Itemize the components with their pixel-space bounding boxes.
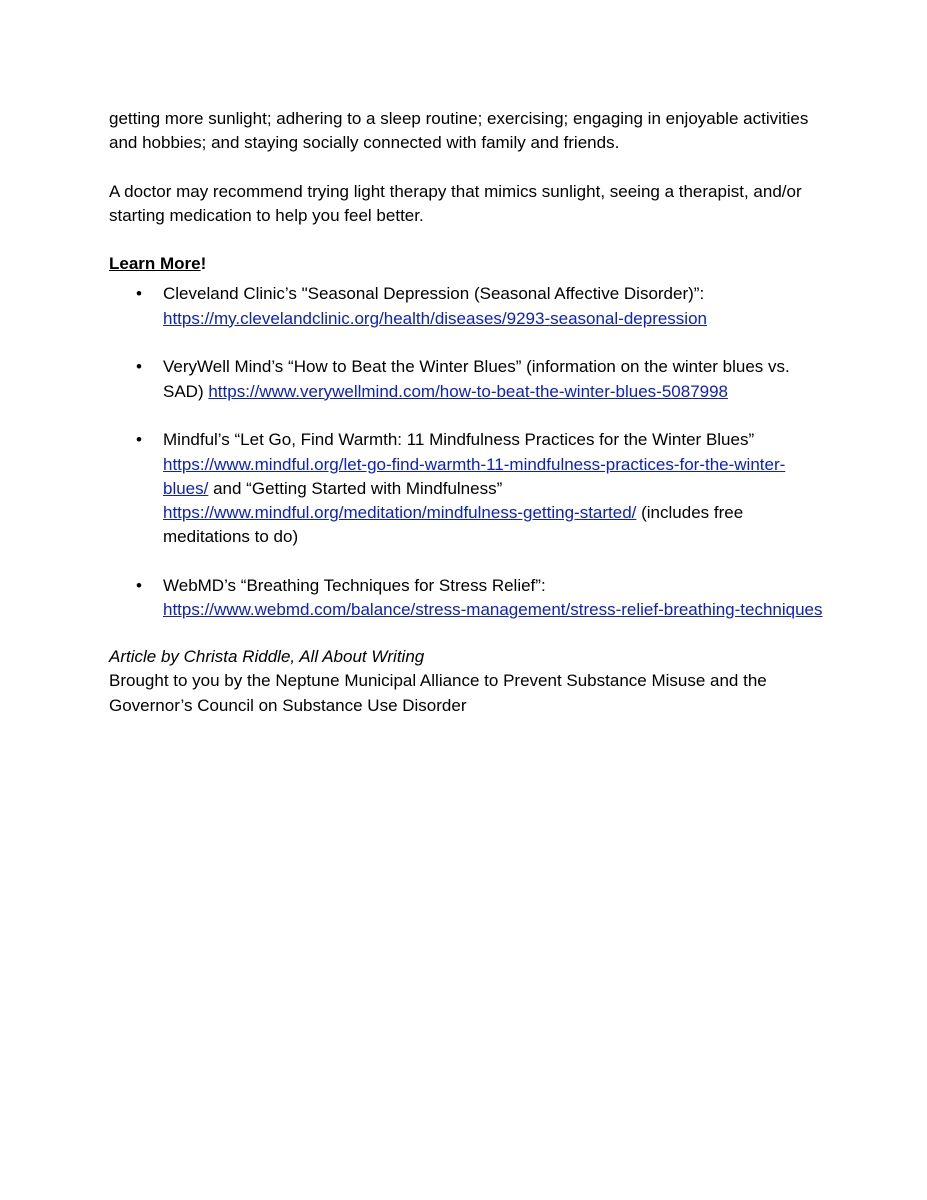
learn-more-heading-suffix: ! — [200, 254, 207, 274]
document-page — [109, 107, 829, 718]
resource-list — [109, 282, 829, 622]
bullet-icon: • — [136, 284, 142, 304]
bullet-icon: • — [136, 430, 142, 450]
resource-description-suffix: (includes free meditations to do) — [163, 503, 744, 547]
list-item-mindful — [109, 428, 829, 549]
bullet-icon: • — [136, 357, 142, 377]
learn-more-heading-text: Learn More — [109, 254, 201, 274]
cleveland-clinic-link[interactable]: https://my.clevelandclinic.org/health/diseases/9293-seasonal-depression — [163, 308, 707, 328]
mindful-winter-blues-link[interactable]: https://www.mindful.org/let-go-find-warmth-11-mindfulness-practices-for-the-winter-blues/ — [163, 454, 786, 498]
list-item-cleveland-clinic — [109, 282, 829, 331]
intro-paragraph-1: getting more sunlight; adhering to a sleep routine; exercising; engaging in enjoyable activities and hobbies; and staying socially connected with family and friends. — [109, 109, 809, 153]
article-byline: Article by Christa Riddle, All About Writing — [109, 646, 425, 666]
resource-description-middle: and “Getting Started with Mindfulness” — [208, 478, 503, 498]
sponsor-credit: Brought to you by the Neptune Municipal Alliance to Prevent Substance Misuse and the Governor’s Council on Substance Use Disorder — [109, 671, 767, 715]
bullet-icon: • — [136, 576, 142, 596]
resource-description: Mindful’s “Let Go, Find Warmth: 11 Mindfulness Practices for the Winter Blues” — [163, 430, 755, 450]
list-item-webmd — [109, 574, 829, 623]
learn-more-heading — [109, 252, 829, 276]
mindful-getting-started-link[interactable]: https://www.mindful.org/meditation/mindfulness-getting-started/ — [163, 503, 637, 523]
resource-description: WebMD’s “Breathing Techniques for Stress Relief”: — [163, 576, 546, 596]
resource-description: Cleveland Clinic’s "Seasonal Depression (Seasonal Affective Disorder)”: — [163, 284, 705, 304]
webmd-link[interactable]: https://www.webmd.com/balance/stress-management/stress-relief-breathing-techniques — [163, 600, 823, 620]
verywell-mind-link[interactable]: https://www.verywellmind.com/how-to-beat-the-winter-blues-5087998 — [208, 381, 729, 401]
resource-description: VeryWell Mind’s “How to Beat the Winter Blues” (information on the winter blues vs. SAD) — [163, 357, 790, 401]
list-item-verywell-mind — [109, 355, 829, 404]
intro-paragraph-2: A doctor may recommend trying light therapy that mimics sunlight, seeing a therapist, and/or starting medication to help you feel better. — [109, 181, 802, 225]
